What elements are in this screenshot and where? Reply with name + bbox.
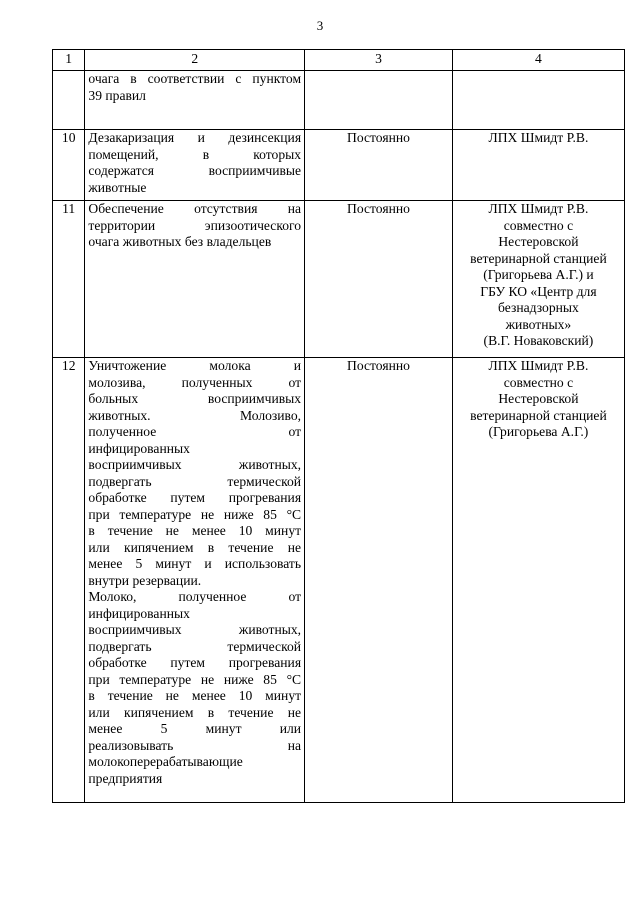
period-cell [305, 71, 453, 130]
description-line: животных. Молозиво, [88, 407, 302, 423]
description-line: предприятия [88, 770, 163, 786]
row-number-cell: 12 [53, 358, 85, 803]
responsible-line: Нестеровской [498, 234, 579, 249]
description-line: инфицированных [88, 605, 190, 621]
responsible-cell [452, 71, 624, 130]
description-line: полученное от [88, 424, 302, 439]
description-line: территории эпизоотического [88, 217, 302, 233]
responsible-line: ветеринарной станцией [470, 250, 607, 266]
table-header-row [53, 50, 625, 71]
responsible-line: безнадзорных [498, 300, 579, 315]
measure-description-cell [85, 201, 305, 358]
description-line: реализовывать на [88, 737, 302, 753]
responsible-cell [452, 201, 624, 358]
measure-description-cell [85, 130, 305, 201]
table-row [53, 358, 625, 803]
column-header-4: 4 [452, 50, 624, 71]
description-line: молозива, полученных от [88, 374, 302, 390]
description-line: обработке путем прогревания [88, 655, 302, 670]
description-line: Уничтожение молока и [88, 358, 302, 373]
description-line: или кипячением в течение не [88, 704, 302, 720]
table-row-continuation [53, 71, 625, 130]
measure-description-cell [85, 71, 305, 130]
description-line: Дезакаризация и дезинсекция [88, 130, 302, 145]
table-row [53, 201, 625, 358]
responsible-line: ветеринарной станцией [470, 407, 607, 423]
column-header-2: 2 [85, 50, 305, 71]
period-cell: Постоянно [305, 201, 453, 358]
description-line: очага животных без владельцев [88, 234, 272, 249]
description-line: обработке путем прогревания [88, 490, 302, 505]
description-line: восприимчивых животных, [88, 622, 302, 637]
description-line: при температуре не ниже 85 °C [88, 671, 302, 687]
period-cell: Постоянно [305, 130, 453, 201]
responsible-line: ЛПХ Шмидт Р.В. [488, 358, 589, 373]
description-line: при температуре не ниже 85 °C [88, 506, 302, 522]
description-line: или кипячением в течение не [88, 539, 302, 555]
responsible-line: ЛПХ Шмидт Р.В. [488, 201, 589, 216]
row-number-cell [53, 71, 85, 130]
description-line: подвергать термической [88, 638, 302, 654]
responsible-line: ЛПХ Шмидт Р.В. [488, 130, 589, 145]
description-line: Обеспечение отсутствия на [88, 201, 302, 216]
page-number: 3 [316, 18, 324, 33]
responsible-line: (Григорьева А.Г.) и [483, 267, 594, 282]
description-line: подвергать термической [88, 473, 302, 489]
row-number-cell: 10 [53, 130, 85, 201]
responsible-line: Нестеровской [498, 391, 579, 406]
description-line: менее 5 минут и использовать [88, 556, 302, 571]
measures-table [52, 49, 625, 803]
description-line: помещений, в которых [88, 146, 302, 162]
column-header-1: 1 [53, 50, 85, 71]
description-line: восприимчивых животных, [88, 457, 302, 472]
period-cell: Постоянно [305, 358, 453, 803]
description-line: 39 правил [88, 87, 146, 103]
responsible-line: совместно с [503, 217, 574, 233]
responsible-cell [452, 358, 624, 803]
description-line: Молоко, полученное от [88, 589, 302, 604]
description-line: животные [88, 179, 147, 195]
description-line: менее 5 минут или [88, 721, 302, 736]
description-line: внутри резервации. [88, 572, 202, 588]
responsible-line: ГБУ КО «Центр для [480, 283, 597, 299]
description-line: в течение не менее 10 минут [88, 523, 302, 538]
responsible-line: животных» [505, 316, 572, 332]
column-header-3: 3 [305, 50, 453, 71]
measure-description-cell [85, 358, 305, 803]
responsible-cell [452, 130, 624, 201]
description-line: в течение не менее 10 минут [88, 688, 302, 703]
description-line: молокоперерабатывающие [88, 754, 243, 769]
description-line: больных восприимчивых [88, 391, 302, 406]
table-row [53, 130, 625, 201]
description-line: очага в соответствии с пунктом [88, 71, 302, 86]
responsible-line: (Григорьева А.Г.) [488, 424, 589, 439]
responsible-line: (В.Г. Новаковский) [483, 333, 594, 348]
description-line: инфицированных [88, 440, 190, 456]
description-line: содержатся восприимчивые [88, 163, 302, 178]
responsible-line: совместно с [503, 374, 574, 390]
row-number-cell: 11 [53, 201, 85, 358]
